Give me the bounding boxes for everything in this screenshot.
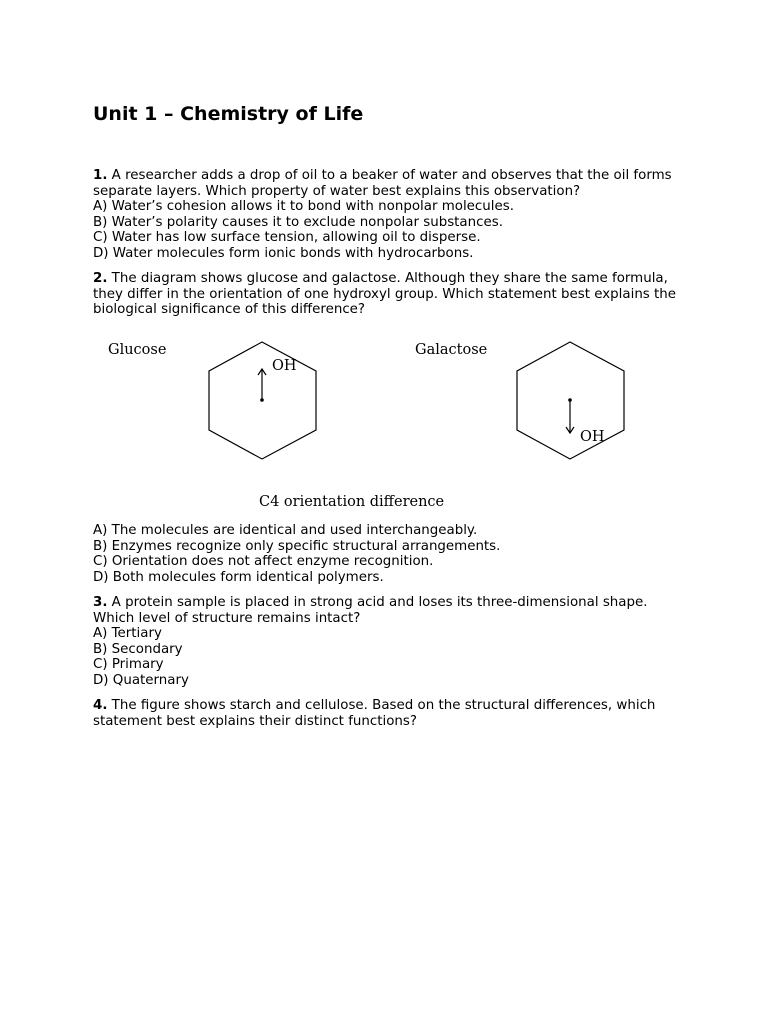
question-2-option-d: D) Both molecules form identical polymers. xyxy=(93,569,384,585)
question-1-option-a: A) Water’s cohesion allows it to bond with nonpolar molecules. xyxy=(93,199,514,215)
question-2-options xyxy=(93,523,683,585)
question-1 xyxy=(93,168,683,262)
diagram-caption: C4 orientation difference xyxy=(259,494,445,510)
question-1-stem xyxy=(93,168,683,199)
question-4-number: 4. xyxy=(93,698,108,713)
question-3-number: 3. xyxy=(93,595,108,610)
question-3-text: A protein sample is placed in strong acid and loses its three-dimensional shape. Which level of structure remains intact? xyxy=(93,595,648,626)
question-2-option-b: B) Enzymes recognize only specific structural arrangements. xyxy=(93,538,501,554)
question-4-text: The figure shows starch and cellulose. Based on the structural differences, which statement best explains their distinct functions? xyxy=(93,698,656,729)
question-2 xyxy=(93,271,683,318)
question-2-option-a: A) The molecules are identical and used interchangeably. xyxy=(93,523,478,538)
glucose-c4-dot xyxy=(260,398,264,402)
glucose-label: Glucose xyxy=(108,342,167,358)
question-1-number: 1. xyxy=(93,168,108,183)
diagram-svg xyxy=(93,335,683,515)
question-3-option-a: A) Tertiary xyxy=(93,626,162,642)
galactose-oh-label: OH xyxy=(580,429,605,445)
question-2-number: 2. xyxy=(93,271,108,286)
question-1-option-c: C) Water has low surface tension, allowing oil to disperse. xyxy=(93,230,481,246)
question-1-option-b: B) Water’s polarity causes it to exclude nonpolar substances. xyxy=(93,214,503,230)
question-3-option-c: C) Primary xyxy=(93,657,164,673)
question-3-stem xyxy=(93,595,683,626)
question-1-text: A researcher adds a drop of oil to a beaker of water and observes that the oil forms separate layers. Which property of water best explains this observation? xyxy=(93,168,672,199)
glucose-oh-label: OH xyxy=(272,358,297,374)
galactose-c4-dot xyxy=(568,398,572,402)
galactose-label: Galactose xyxy=(415,342,488,358)
question-4 xyxy=(93,698,683,729)
glucose-galactose-diagram xyxy=(93,335,683,515)
question-2-option-c: C) Orientation does not affect enzyme recognition. xyxy=(93,554,434,570)
question-3 xyxy=(93,595,683,689)
question-1-option-d: D) Water molecules form ionic bonds with hydrocarbons. xyxy=(93,245,474,261)
question-4-stem xyxy=(93,698,683,729)
question-2-stem xyxy=(93,271,683,318)
question-3-option-d: D) Quaternary xyxy=(93,672,189,688)
question-2-text: The diagram shows glucose and galactose. Although they share the same formula, they differ in the orientation of one hydroxyl group. Which statement best explains the biological significance of this difference? xyxy=(93,271,677,318)
page-title: Unit 1 – Chemistry of Life xyxy=(93,103,364,125)
question-3-option-b: B) Secondary xyxy=(93,641,183,657)
